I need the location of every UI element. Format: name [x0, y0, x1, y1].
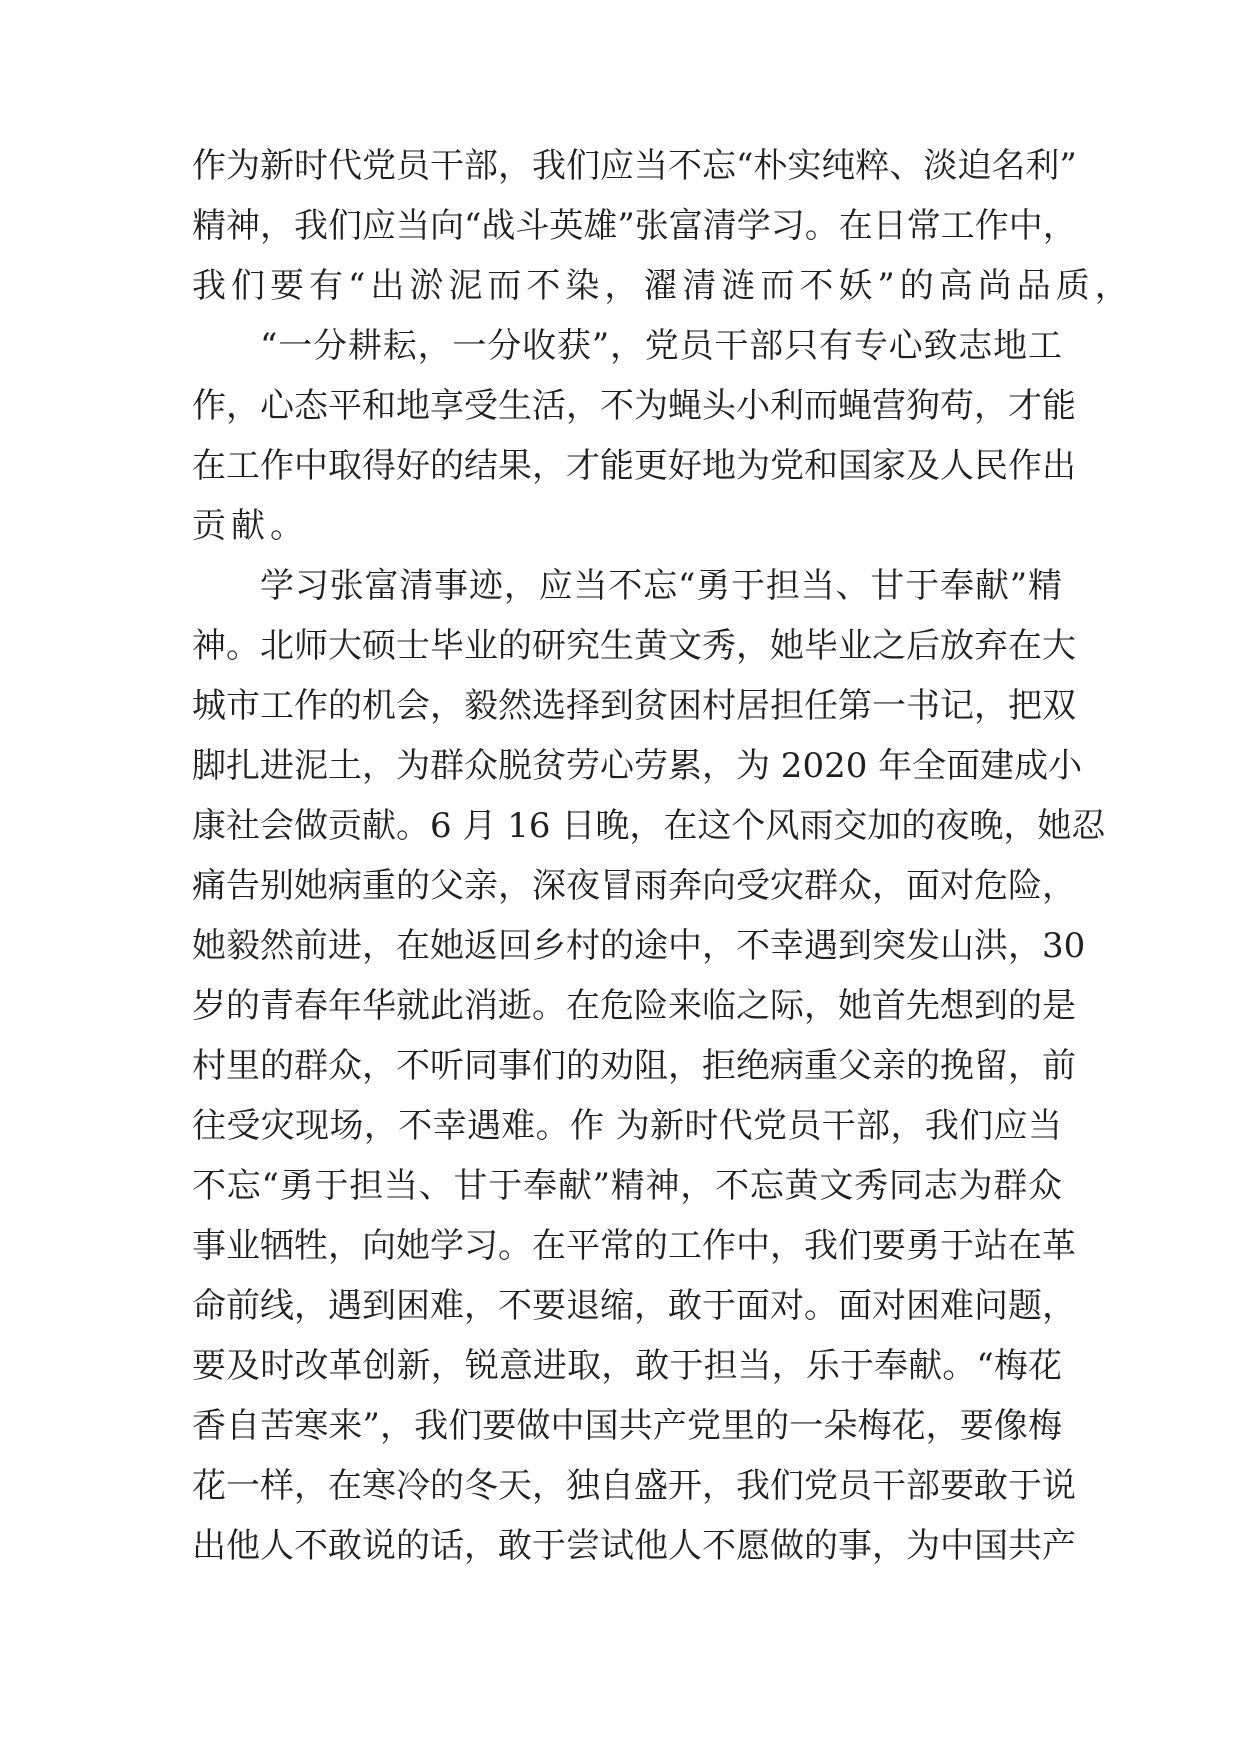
text-line: 在工作中取得好的结果，才能更好地为党和国家及人民作出: [192, 446, 1076, 486]
text-line: 要及时改革创新，锐意进取，敢于担当，乐于奉献。“梅花: [192, 1346, 1062, 1386]
text-line: 痛告别她病重的父亲，深夜冒雨奔向受灾群众，面对危险，: [192, 866, 1076, 906]
text-line: 作为新时代党员干部，我们应当不忘“朴实纯粹、淡迫名利”: [192, 146, 1077, 186]
text-line: 出他人不敢说的话，敢于尝试他人不愿做的事，为中国共产: [192, 1526, 1076, 1566]
text-line: 神。北师大硕士毕业的研究生黄文秀，她毕业之后放弃在大: [192, 626, 1076, 666]
text-line: 学习张富清事迹，应当不忘“勇于担当、甘于奉献”精: [260, 566, 1062, 606]
text-line: 康社会做贡献。6 月 16 日晚，在这个风雨交加的夜晚，她忍: [192, 806, 1106, 846]
text-line: 贡献。: [192, 506, 309, 546]
text-line: 我们要有“出淤泥而不染，濯清涟而不妖”的高尚品质，: [192, 266, 1134, 306]
text-line: 精神，我们应当向“战斗英雄”张富清学习。在日常工作中，: [192, 206, 1077, 246]
text-line: 作，心态平和地享受生活，不为蝇头小利而蝇营狗苟，才能: [192, 386, 1076, 426]
text-line: “一分耕耘，一分收获”，党员干部只有专心致志地工: [260, 326, 1062, 366]
text-line: 岁的青春年华就此消逝。在危险来临之际，她首先想到的是: [192, 986, 1076, 1026]
text-line: 事业牺牲，向她学习。在平常的工作中，我们要勇于站在革: [192, 1226, 1076, 1266]
text-line: 城市工作的机会，毅然选择到贫困村居担任第一书记，把双: [192, 686, 1076, 726]
text-line: 不忘“勇于担当、甘于奉献”精神，不忘黄文秀同志为群众: [192, 1166, 1062, 1206]
text-line: 花一样，在寒冷的冬天，独自盛开，我们党员干部要敢于说: [192, 1466, 1076, 1506]
text-line: 脚扎进泥土，为群众脱贫劳心劳累，为 2020 年全面建成小: [192, 746, 1083, 786]
text-line: 往受灾现场，不幸遇难。作 为新时代党员干部，我们应当: [192, 1106, 1062, 1146]
text-line: 香自苦寒来”，我们要做中国共产党里的一朵梅花，要像梅: [192, 1406, 1062, 1446]
text-line: 命前线，遇到困难，不要退缩，敢于面对。面对困难问题，: [192, 1286, 1076, 1326]
text-line: 村里的群众，不听同事们的劝阻，拒绝病重父亲的挽留，前: [192, 1046, 1076, 1086]
text-line: 她毅然前进，在她返回乡村的途中，不幸遇到突发山洪，30: [192, 926, 1086, 966]
